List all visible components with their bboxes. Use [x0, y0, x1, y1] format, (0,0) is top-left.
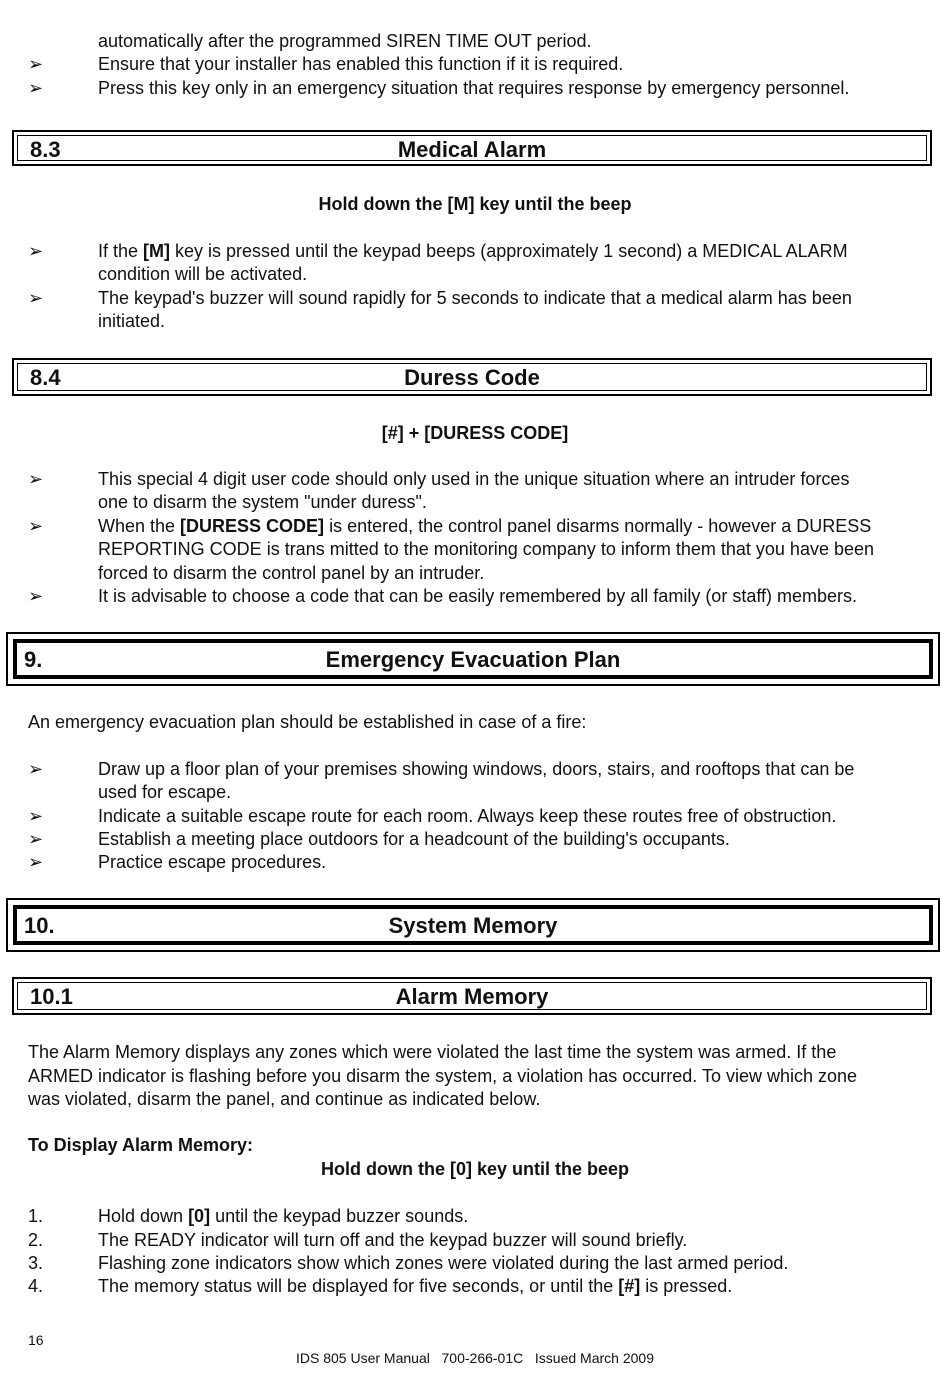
continued-text: automatically after the programmed SIREN TIME OUT period. — [98, 31, 592, 51]
bullet-icon: ➢ — [28, 829, 44, 849]
subheading: To Display Alarm Memory: — [28, 1135, 254, 1155]
section-header-8-4 — [12, 358, 932, 396]
list-item: If the [M] key is pressed until the keypad beeps (approximately 1 second) a MEDICAL ALARM — [98, 241, 848, 261]
instruction-line: Hold down the [M] key until the beep — [318, 194, 632, 214]
paragraph-line: ARMED indicator is flashing before you disarm the system, a violation has occurred. To view which zone — [28, 1066, 858, 1086]
bullet-icon: ➢ — [28, 806, 44, 826]
section-title: Duress Code — [404, 365, 540, 390]
section-title: System Memory — [388, 913, 558, 938]
section-number: 10. — [24, 913, 55, 938]
list-item: It is advisable to choose a code that can be easily remembered by all family (or staff) members. — [98, 586, 858, 606]
list-item-continued: condition will be activated. — [98, 264, 308, 284]
list-item: Press this key only in an emergency situation that requires response by emergency personnel. — [98, 78, 850, 98]
list-item-continued: REPORTING CODE is trans mitted to the monitoring company to inform them that you have been — [98, 539, 875, 559]
section-header-8-3 — [12, 130, 932, 166]
section-title: Medical Alarm — [397, 137, 547, 162]
instruction-line: [#] + [DURESS CODE] — [381, 423, 569, 443]
step-text: Flashing zone indicators show which zones were violated during the last armed period. — [98, 1253, 789, 1273]
section-title: Alarm Memory — [395, 984, 549, 1009]
bullet-icon: ➢ — [28, 759, 44, 779]
section-number: 8.3 — [30, 137, 61, 162]
section-intro: An emergency evacuation plan should be established in case of a fire: — [28, 712, 587, 732]
section-title: Emergency Evacuation Plan — [325, 647, 621, 672]
bullet-icon: ➢ — [28, 516, 44, 536]
section-number: 8.4 — [30, 365, 61, 390]
list-item: Practice escape procedures. — [98, 852, 327, 872]
section-header-10 — [6, 898, 940, 952]
step-number: 3. — [28, 1253, 44, 1273]
paragraph-line: was violated, disarm the panel, and continue as indicated below. — [28, 1089, 541, 1109]
list-item: Ensure that your installer has enabled this function if it is required. — [98, 54, 624, 74]
step-number: 1. — [28, 1206, 44, 1226]
list-item-continued: one to disarm the system "under duress". — [98, 492, 427, 512]
bullet-icon: ➢ — [28, 469, 44, 489]
step-number: 4. — [28, 1276, 44, 1296]
list-item: When the [DURESS CODE] is entered, the control panel disarms normally - however a DURESS — [98, 516, 872, 536]
step-text: Hold down [0] until the keypad buzzer sounds. — [98, 1206, 469, 1226]
list-item-continued: used for escape. — [98, 782, 232, 802]
list-item: Indicate a suitable escape route for each room. Always keep these routes free of obstruction. — [98, 806, 837, 826]
step-number: 2. — [28, 1230, 44, 1250]
footer-text: IDS 805 User Manual 700-266-01C Issued March 2009 — [296, 1350, 654, 1366]
bullet-icon: ➢ — [28, 241, 44, 261]
list-item: Draw up a floor plan of your premises showing windows, doors, stairs, and rooftops that can be — [98, 759, 855, 779]
bullet-icon: ➢ — [28, 78, 44, 98]
list-item: Establish a meeting place outdoors for a headcount of the building's occupants. — [98, 829, 730, 849]
list-item: The keypad's buzzer will sound rapidly for 5 seconds to indicate that a medical alarm has been — [98, 288, 852, 308]
page-number: 16 — [28, 1332, 44, 1348]
bullet-icon: ➢ — [28, 586, 44, 606]
paragraph-line: The Alarm Memory displays any zones which were violated the last time the system was armed. If the — [28, 1042, 837, 1062]
bullet-icon: ➢ — [28, 54, 44, 74]
section-header-10-1 — [12, 977, 932, 1015]
list-item-continued: initiated. — [98, 311, 166, 331]
list-item-continued: forced to disarm the control panel by an intruder. — [98, 563, 485, 583]
section-number: 9. — [24, 647, 43, 672]
bullet-icon: ➢ — [28, 288, 44, 308]
step-text: The memory status will be displayed for five seconds, or until the [#] is pressed. — [98, 1276, 733, 1296]
step-text: The READY indicator will turn off and the keypad buzzer will sound briefly. — [98, 1230, 688, 1250]
section-number: 10.1 — [30, 984, 73, 1009]
section-header-9 — [6, 632, 940, 686]
list-item: This special 4 digit user code should only used in the unique situation where an intruder forces — [98, 469, 850, 489]
instruction-line: Hold down the [0] key until the beep — [320, 1159, 629, 1179]
bullet-icon: ➢ — [28, 852, 44, 872]
